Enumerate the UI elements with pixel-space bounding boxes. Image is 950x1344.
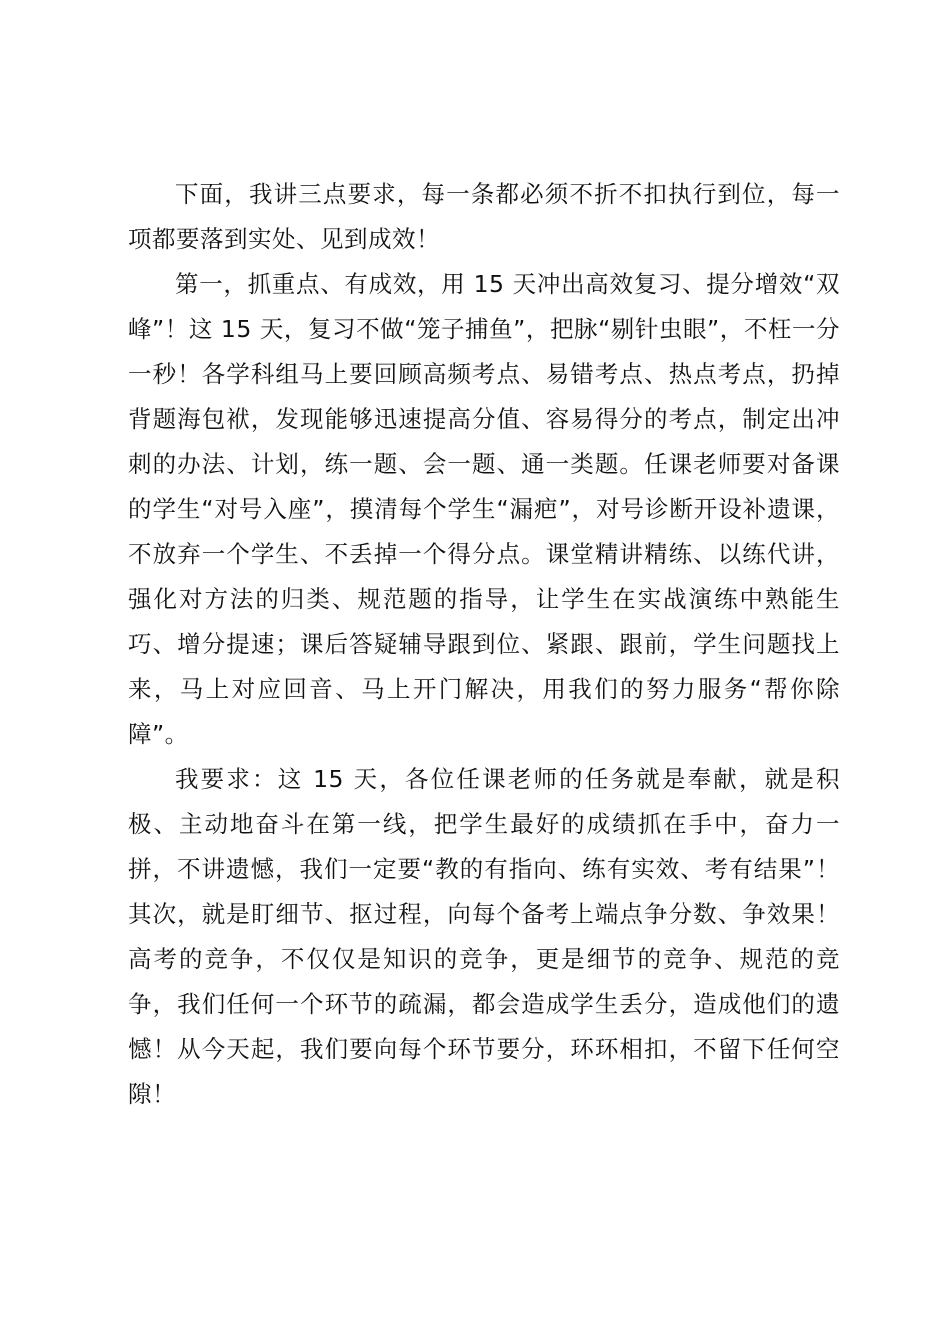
paragraph-teacher-requirement: 我要求：这 15 天，各位任课老师的任务就是奉献，就是积极、主动地奋斗在第一线，把学生最好的成绩抓在手中，奋力一拼，不讲遗憾，我们一定要“教的有指向、练有实效、考有结果”！其次，就是盯细节、抠过程，向每个备考上端点争分数、争效果！高考的竞争，不仅仅是知识的竞争，更是细节的竞争、规范的竞争，我们任何一个环节的疏漏，都会造成学生丢分，造成他们的遗憾！从今天起，我们要向每个环节要分，环环相扣，不留下任何空隙！	[128, 765, 840, 1108]
paragraph-intro: 下面，我讲三点要求，每一条都必须不折不扣执行到位，每一项都要落到实处、见到成效！	[128, 180, 840, 253]
document-body	[128, 172, 840, 1117]
paragraph-first-requirement: 第一，抓重点、有成效，用 15 天冲出高效复习、提分增效“双峰”！这 15 天，复习不做“笼子捕鱼”，把脉“剔针虫眼”，不枉一分一秒！各学科组马上要回顾高频考点、易错考点、热点考点，扔掉背题海包袱，发现能够迅速提高分值、容易得分的考点，制定出冲刺的办法、计划，练一题、会一题、通一类题。任课老师要对备课的学生“对号入座”，摸清每个学生“漏疤”，对号诊断开设补遗课，不放弃一个学生、不丢掉一个得分点。课堂精讲精练、以练代讲，强化对方法的归类、规范题的指导，让学生在实战演练中熟能生巧、增分提速；课后答疑辅导跟到位、紧跟、跟前，学生问题找上来，马上对应回音、马上开门解决，用我们的努力服务“帮你除障”。	[128, 270, 840, 748]
